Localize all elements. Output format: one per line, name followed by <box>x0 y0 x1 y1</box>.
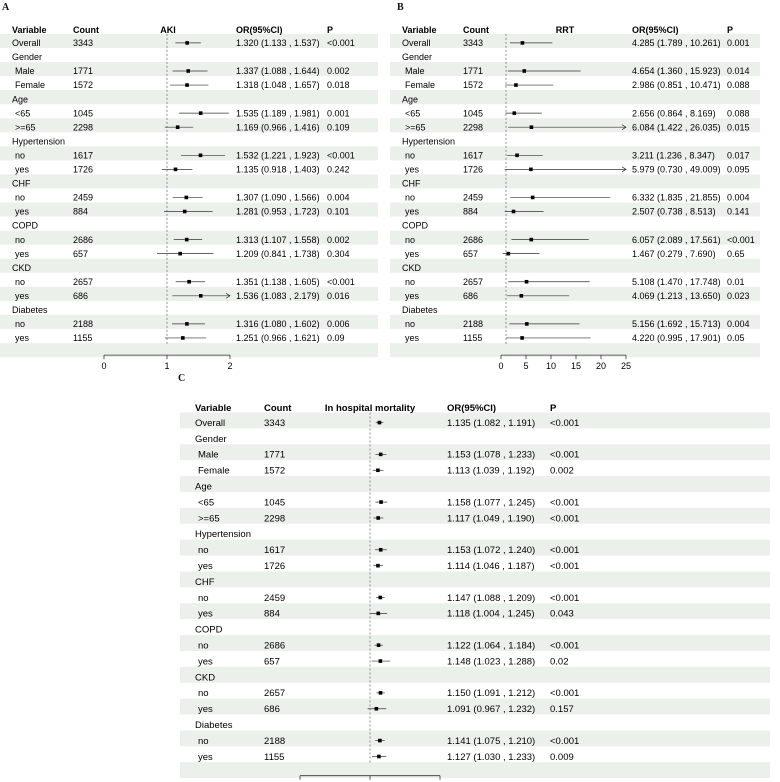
row-or-ci: 1.147 (1.088 , 1.209) <box>447 592 536 604</box>
group-label: Gender <box>195 433 227 445</box>
row-p-value: <0.001 <box>550 513 580 525</box>
row-p-value: 0.09 <box>327 333 345 344</box>
row-p-value: 0.015 <box>727 122 750 133</box>
row-variable: no <box>15 234 26 245</box>
row-or-ci: 6.332 (1.835 , 21.855) <box>632 192 721 203</box>
row-count: 1771 <box>264 449 286 461</box>
point-estimate <box>376 564 380 568</box>
group-label: Diabetes <box>195 720 233 731</box>
row-count: 2188 <box>73 319 94 330</box>
row-count: 1572 <box>264 465 286 477</box>
group-label: COPD <box>12 220 39 231</box>
row-p-value: 0.016 <box>327 290 350 301</box>
row-p-value: 0.014 <box>727 66 750 77</box>
row-variable: no <box>198 592 209 604</box>
row-p-value: 0.002 <box>327 234 350 245</box>
row-count: 1617 <box>264 545 286 557</box>
header-p: P <box>550 403 557 414</box>
row-p-value: 0.023 <box>727 290 750 301</box>
row-or-ci: 1.122 (1.064 , 1.184) <box>447 640 536 652</box>
point-estimate <box>376 468 380 472</box>
row-p-value: <0.001 <box>550 417 580 429</box>
group-label: COPD <box>195 624 223 636</box>
row-stripe <box>0 174 378 188</box>
group-label: Hypertension <box>195 529 251 541</box>
row-stripe <box>0 315 378 329</box>
row-p-value: <0.001 <box>550 735 580 747</box>
row-p-value: 0.004 <box>727 192 750 203</box>
x-tick-label: 15 <box>570 361 582 372</box>
point-estimate <box>185 196 189 200</box>
row-count: 1771 <box>463 66 484 77</box>
row-count: 2459 <box>463 192 484 203</box>
row-p-value: 0.304 <box>327 248 350 259</box>
group-label: Age <box>402 94 419 105</box>
point-estimate <box>377 755 381 759</box>
row-variable: Male <box>405 66 425 77</box>
row-or-ci: 1.117 (1.049 , 1.190) <box>447 513 535 525</box>
group-label: Gender <box>402 52 433 63</box>
header-count: Count <box>463 25 489 35</box>
group-label: Age <box>195 481 212 493</box>
row-or-ci: 2.507 (0.738 , 8.513) <box>632 206 716 217</box>
row-or-ci: 1.532 (1.221 , 1.923) <box>236 150 320 161</box>
row-variable: no <box>198 735 209 747</box>
row-variable: no <box>198 545 209 557</box>
row-p-value: 0.02 <box>550 656 569 668</box>
row-count: 2188 <box>264 735 286 747</box>
row-stripe <box>0 62 378 76</box>
row-or-ci: 1.153 (1.072 , 1.240) <box>447 545 536 557</box>
header-plot: RRT <box>555 25 575 35</box>
row-stripe <box>0 259 378 273</box>
row-or-ci: 1.135 (0.918 , 1.403) <box>236 164 320 175</box>
group-label: CHF <box>402 178 421 189</box>
group-label: Diabetes <box>402 305 438 315</box>
point-estimate <box>185 322 189 326</box>
row-stripe <box>0 118 378 132</box>
point-estimate <box>174 168 178 172</box>
row-count: 884 <box>463 206 479 217</box>
row-p-value: <0.001 <box>550 497 580 509</box>
row-p-value: 0.017 <box>727 150 750 161</box>
point-estimate <box>512 111 516 115</box>
row-p-value: 0.002 <box>327 66 350 77</box>
row-count: 884 <box>73 206 89 217</box>
point-estimate <box>529 238 533 242</box>
point-estimate <box>520 294 524 298</box>
row-count: 2657 <box>73 276 94 287</box>
row-count: 3343 <box>264 417 286 429</box>
row-p-value: <0.001 <box>550 449 580 461</box>
row-variable: no <box>405 319 416 330</box>
row-stripe <box>180 762 770 778</box>
row-or-ci: 4.654 (1.360 , 15.923) <box>632 66 721 77</box>
row-variable: yes <box>405 290 420 301</box>
row-stripe <box>180 667 770 683</box>
point-estimate <box>181 336 185 340</box>
row-variable: Female <box>15 80 46 91</box>
row-count: 2686 <box>73 234 94 245</box>
point-estimate <box>514 83 518 87</box>
row-count: 884 <box>264 608 280 620</box>
group-label: CKD <box>402 262 422 273</box>
header-plot: AKI <box>160 25 176 35</box>
row-variable: >=65 <box>15 122 36 133</box>
panel-b-label: B <box>397 2 404 13</box>
row-p-value: <0.001 <box>327 38 355 49</box>
row-count: 1045 <box>264 497 286 509</box>
row-variable: yes <box>405 333 420 344</box>
point-estimate <box>379 548 383 552</box>
group-label: COPD <box>402 220 429 231</box>
row-count: 1155 <box>463 333 483 344</box>
panel-c-label: C <box>178 373 186 384</box>
row-variable: no <box>405 192 416 203</box>
row-or-ci: 5.108 (1.470 , 17.748) <box>632 276 721 287</box>
row-variable: no <box>405 234 416 245</box>
row-or-ci: 1.467 (0.279 , 7.690) <box>632 248 716 259</box>
point-estimate <box>185 83 189 87</box>
row-or-ci: 4.285 (1.789 , 10.261) <box>632 38 721 49</box>
row-variable: yes <box>15 290 30 301</box>
row-p-value: 0.043 <box>550 608 574 620</box>
row-or-ci: 1.150 (1.091 , 1.212) <box>447 688 536 700</box>
header-or: OR(95%CI) <box>236 25 283 35</box>
row-or-ci: 1.209 (0.841 , 1.738) <box>236 248 320 259</box>
row-or-ci: 1.118 (1.004 , 1.245) <box>447 608 535 620</box>
point-estimate <box>186 69 190 73</box>
header-variable: Variable <box>402 25 437 35</box>
row-count: 1617 <box>463 150 484 161</box>
row-or-ci: 1.281 (0.953 , 1.723) <box>236 206 320 217</box>
point-estimate <box>378 739 382 743</box>
panel-a-label: A <box>2 2 10 13</box>
header-plot: In hospital mortality <box>324 403 416 414</box>
row-p-value: 0.018 <box>327 80 350 91</box>
row-or-ci: 1.316 (1.080 , 1.602) <box>236 319 320 330</box>
row-count: 1155 <box>264 751 285 763</box>
row-or-ci: 5.156 (1.692 , 15.713) <box>632 319 721 330</box>
row-or-ci: 1.091 (0.967 , 1.232) <box>447 704 536 716</box>
group-label: Age <box>12 94 29 105</box>
row-p-value: 0.004 <box>327 192 350 203</box>
row-p-value: 0.65 <box>727 248 745 259</box>
row-variable: Overall <box>12 38 41 49</box>
point-estimate <box>379 500 383 504</box>
x-tick-label: 20 <box>595 361 607 372</box>
row-p-value: 0.05 <box>727 333 745 344</box>
row-count: 1726 <box>264 561 286 572</box>
group-label: Gender <box>12 52 43 63</box>
row-variable: >=65 <box>405 122 426 133</box>
row-variable: <65 <box>198 497 215 509</box>
row-variable: yes <box>15 206 30 217</box>
row-or-ci: 6.084 (1.422 , 26.035) <box>632 122 721 133</box>
header-variable: Variable <box>195 403 232 414</box>
point-estimate <box>379 659 383 663</box>
row-or-ci: 4.220 (0.995 , 17.901) <box>632 333 721 344</box>
row-or-ci: 1.536 (1.083 , 2.179) <box>236 290 320 301</box>
row-count: 1045 <box>463 108 484 119</box>
x-tick-label: 25 <box>620 361 632 372</box>
row-p-value: 0.006 <box>327 319 350 330</box>
row-p-value: 0.001 <box>327 108 350 119</box>
row-count: 1155 <box>73 333 93 344</box>
header-or: OR(95%CI) <box>447 403 497 414</box>
row-p-value: 0.109 <box>327 122 350 133</box>
point-estimate <box>199 111 203 115</box>
point-estimate <box>521 41 525 45</box>
forest-plot-aki <box>0 18 380 372</box>
point-estimate <box>529 168 533 172</box>
row-p-value: <0.001 <box>327 276 355 287</box>
row-variable: Female <box>405 80 436 91</box>
point-estimate <box>522 69 526 73</box>
row-variable: <65 <box>405 108 421 119</box>
row-variable: Overall <box>402 38 431 49</box>
row-stripe <box>390 90 760 104</box>
row-p-value: 0.242 <box>327 164 350 175</box>
row-or-ci: 1.535 (1.189 , 1.981) <box>236 108 320 119</box>
group-label: CHF <box>195 576 215 588</box>
row-count: 2686 <box>463 234 484 245</box>
row-p-value: 0.157 <box>550 704 574 716</box>
row-variable: yes <box>15 164 30 175</box>
row-p-value: 0.001 <box>727 38 750 49</box>
row-stripe <box>390 259 760 273</box>
row-p-value: 0.095 <box>727 164 750 175</box>
point-estimate <box>530 125 534 129</box>
point-estimate <box>187 280 191 284</box>
row-p-value: 0.002 <box>550 465 574 477</box>
row-variable: yes <box>405 248 420 259</box>
group-label: CHF <box>12 178 31 189</box>
row-or-ci: 1.337 (1.088 , 1.644) <box>236 66 320 77</box>
row-count: 2686 <box>264 640 286 652</box>
point-estimate <box>376 516 380 520</box>
header-variable: Variable <box>12 25 47 35</box>
x-tick-label: 1 <box>164 361 170 372</box>
row-or-ci: 1.313 (1.107 , 1.558) <box>236 234 320 245</box>
row-variable: yes <box>198 608 213 620</box>
row-stripe <box>0 203 378 217</box>
group-label: Hypertension <box>402 136 456 147</box>
row-variable: yes <box>198 656 213 668</box>
point-estimate <box>376 612 380 616</box>
row-p-value: <0.001 <box>550 545 580 557</box>
row-or-ci: 1.251 (0.966 , 1.621) <box>236 333 320 344</box>
row-variable: Overall <box>195 417 226 429</box>
row-or-ci: 1.127 (1.030 , 1.233) <box>447 751 536 763</box>
row-p-value: 0.088 <box>727 80 750 91</box>
row-variable: Female <box>198 465 230 477</box>
row-or-ci: 1.307 (1.090 , 1.566) <box>236 192 320 203</box>
point-estimate <box>183 210 187 214</box>
header-or: OR(95%CI) <box>632 25 679 35</box>
x-tick-label: 10 <box>545 361 557 372</box>
point-estimate <box>520 336 524 340</box>
row-variable: no <box>198 688 209 700</box>
header-p: P <box>327 25 334 35</box>
row-p-value: <0.001 <box>550 592 580 604</box>
row-count: 1572 <box>73 80 94 91</box>
group-label: CKD <box>195 672 216 684</box>
forest-plot-rrt <box>390 18 770 372</box>
row-count: 1726 <box>73 164 94 175</box>
row-count: 2657 <box>463 276 484 287</box>
row-stripe <box>0 231 378 245</box>
row-variable: yes <box>15 333 30 344</box>
row-variable: yes <box>198 561 213 572</box>
row-p-value: <0.001 <box>550 561 580 572</box>
row-or-ci: 1.148 (1.023 , 1.288) <box>447 656 536 668</box>
point-estimate <box>185 238 189 242</box>
row-count: 657 <box>73 248 89 259</box>
row-or-ci: 2.986 (0.851 , 10.471) <box>632 80 721 91</box>
row-or-ci: 1.135 (1.082 , 1.191) <box>447 417 536 429</box>
row-variable: Male <box>198 449 219 461</box>
row-or-ci: 6.057 (2.089 , 17.561) <box>632 234 721 245</box>
row-variable: yes <box>198 704 213 716</box>
point-estimate <box>515 154 519 158</box>
row-or-ci: 1.320 (1.133 , 1.537) <box>236 38 320 49</box>
row-variable: >=65 <box>198 513 220 525</box>
row-variable: yes <box>198 751 213 763</box>
row-count: 657 <box>463 248 479 259</box>
row-or-ci: 1.153 (1.078 , 1.233) <box>447 449 536 461</box>
row-variable: no <box>405 150 416 161</box>
row-p-value: 0.141 <box>727 206 750 217</box>
row-variable: Male <box>15 66 35 77</box>
point-estimate <box>378 596 382 600</box>
point-estimate <box>185 41 189 45</box>
point-estimate <box>379 453 383 457</box>
row-variable: <65 <box>15 108 31 119</box>
row-variable: no <box>405 276 416 287</box>
row-count: 2459 <box>264 592 286 604</box>
row-p-value: <0.001 <box>550 688 580 700</box>
point-estimate <box>507 252 511 256</box>
row-stripe <box>180 476 770 492</box>
row-or-ci: 3.211 (1.236 , 8.347) <box>632 150 715 161</box>
point-estimate <box>525 322 529 326</box>
row-count: 2459 <box>73 192 94 203</box>
x-tick-label: 2 <box>227 361 233 372</box>
row-count: 1771 <box>73 66 94 77</box>
row-stripe <box>0 34 378 48</box>
row-variable: no <box>15 150 26 161</box>
group-label: Hypertension <box>12 136 66 147</box>
row-count: 686 <box>264 704 280 716</box>
row-p-value: <0.001 <box>327 150 355 161</box>
row-count: 3343 <box>463 38 484 49</box>
point-estimate <box>512 210 516 214</box>
row-count: 1617 <box>73 150 94 161</box>
row-p-value: 0.088 <box>727 108 750 119</box>
row-count: 1572 <box>463 80 484 91</box>
row-or-ci: 1.114 (1.046 , 1.187) <box>447 561 535 572</box>
row-count: 2188 <box>463 319 484 330</box>
point-estimate <box>176 125 180 129</box>
point-estimate <box>379 691 383 695</box>
row-or-ci: 1.169 (0.966 , 1.416) <box>236 122 320 133</box>
group-label: Diabetes <box>12 305 48 315</box>
row-variable: no <box>15 319 26 330</box>
point-estimate <box>199 154 203 158</box>
x-tick-label: 5 <box>523 361 529 372</box>
row-count: 1045 <box>73 108 94 119</box>
row-p-value: <0.001 <box>727 234 755 245</box>
row-count: 1726 <box>463 164 484 175</box>
row-or-ci: 4.069 (1.213 , 13.650) <box>632 290 721 301</box>
point-estimate <box>377 643 381 647</box>
point-estimate <box>178 252 182 256</box>
row-count: 2298 <box>73 122 94 133</box>
row-p-value: <0.001 <box>550 640 580 652</box>
row-count: 2298 <box>463 122 484 133</box>
row-p-value: 0.009 <box>550 751 574 763</box>
row-variable: no <box>15 192 26 203</box>
row-stripe <box>0 287 378 301</box>
header-count: Count <box>264 403 292 414</box>
row-stripe <box>390 174 760 188</box>
row-or-ci: 5.979 (0.730 , 49.009) <box>632 164 721 175</box>
point-estimate <box>531 196 535 200</box>
row-or-ci: 1.113 (1.039 , 1.192) <box>447 465 535 477</box>
x-tick-label: 0 <box>101 361 107 372</box>
point-estimate <box>199 294 203 298</box>
row-stripe <box>180 571 770 587</box>
row-count: 657 <box>264 656 280 668</box>
point-estimate <box>378 421 382 425</box>
row-count: 2657 <box>264 688 286 700</box>
row-variable: no <box>198 640 209 652</box>
row-p-value: 0.004 <box>727 319 750 330</box>
row-or-ci: 1.318 (1.048 , 1.657) <box>236 80 320 91</box>
row-stripe <box>0 146 378 160</box>
row-variable: yes <box>15 248 30 259</box>
row-p-value: 0.101 <box>327 206 350 217</box>
row-count: 2298 <box>264 513 286 525</box>
row-variable: no <box>15 276 26 287</box>
row-or-ci: 1.141 (1.075 , 1.210) <box>447 735 536 747</box>
point-estimate <box>525 280 529 284</box>
header-p: P <box>727 25 734 35</box>
point-estimate <box>375 707 379 711</box>
row-or-ci: 2.656 (0.864 , 8.169) <box>632 108 716 119</box>
row-or-ci: 1.158 (1.077 , 1.245) <box>447 497 536 509</box>
x-tick-label: 0 <box>498 361 504 372</box>
group-label: CKD <box>12 262 32 273</box>
header-count: Count <box>73 25 99 35</box>
row-or-ci: 1.351 (1.138 , 1.605) <box>236 276 320 287</box>
row-variable: yes <box>405 164 420 175</box>
row-count: 686 <box>73 290 89 301</box>
row-p-value: 0.01 <box>727 276 745 287</box>
row-variable: yes <box>405 206 420 217</box>
forest-plot-mortality <box>180 394 780 774</box>
row-stripe <box>0 90 378 104</box>
row-count: 686 <box>463 290 479 301</box>
row-count: 3343 <box>73 38 94 49</box>
